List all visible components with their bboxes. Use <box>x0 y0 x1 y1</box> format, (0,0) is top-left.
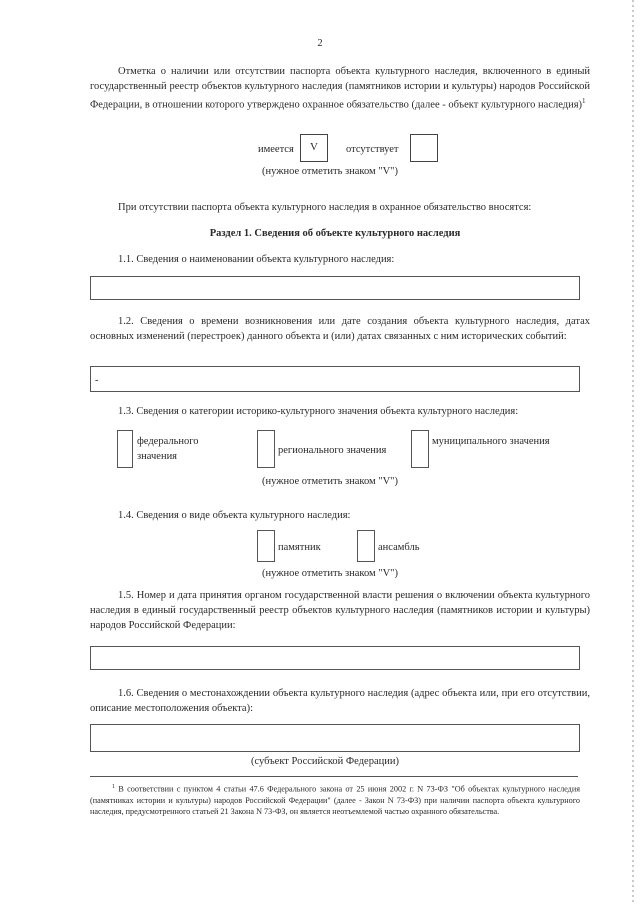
s1-3-label: 1.3. Сведения о категории историко-культурного значения объекта культурного наследия: <box>118 406 519 417</box>
s1-3-option-regional: регионального значения <box>278 445 387 456</box>
s1-4-hint: (нужное отметить знаком "V") <box>262 568 398 579</box>
absence-note: При отсутствии паспорта объекта культурного наследия в охранное обязательство вносятся: <box>118 202 532 213</box>
s1-4-option-monument: памятник <box>278 542 321 553</box>
s1-1-label: 1.1. Сведения о наименовании объекта культурного наследия: <box>118 254 395 265</box>
subject-caption: (субъект Российской Федерации) <box>251 756 399 767</box>
s1-2-field[interactable] <box>90 366 580 392</box>
passport-hint: (нужное отметить знаком "V") <box>262 166 398 177</box>
footnote-ref: 1 <box>582 97 586 105</box>
s1-6-label: 1.6. Сведения о местонахождении объекта культурного наследия (адрес объекта или, при его отсутствии, описание местоположения объекта): <box>90 688 590 714</box>
s1-2-label: 1.2. Сведения о времени возникновения или дате создания объекта культурного наследия, датах основных изменений (перестроек) данного объекта и (или) датах связанных с ним исторических событий: <box>90 316 590 342</box>
section-title: Раздел 1. Сведения об объекте культурного наследия <box>209 228 461 239</box>
s1-5-label: 1.5. Номер и дата принятия органом государственной власти решения о включении объекта культурного наследия в единый государственный реестр объектов культурного наследия (памятников истории и культуры) народов Российской Федерации: <box>90 590 590 631</box>
s1-3-hint: (нужное отметить знаком "V") <box>262 476 398 487</box>
footnote-text: В соответствии с пунктом 4 статьи 47.6 Федерального закона от 25 июня 2002 г. N 73-ФЗ "Об объектах культурного наследия (памятниках истории и культуры) народов Российской Федерации" (далее - Закон N 73-ФЗ) при наличии паспорта объекта культурного наследия, предусмотренного статьей 21 Закона N 73-ФЗ, он является неотъемлемой частью охранного обязательства. <box>90 784 580 816</box>
passport-has-label: имеется <box>258 144 294 155</box>
s1-3-option-municipal: муниципального значения <box>432 436 550 447</box>
passport-has-checkbox[interactable] <box>300 134 328 162</box>
footnote-divider <box>90 776 578 777</box>
s1-5-field[interactable] <box>90 646 580 670</box>
intro-text: Отметка о наличии или отсутствии паспорта объекта культурного наследия, включенного в единый государственный реестр объектов культурного наследия (памятников истории и культуры) народов Российской Федерации, в отношении которого утверждено охранное обязательство (далее - объект культурного наследия) <box>90 66 590 111</box>
s1-1-field[interactable] <box>90 276 580 300</box>
scan-edge <box>632 0 634 905</box>
page-number: 2 <box>317 38 323 49</box>
s1-4-checkbox-ensemble[interactable] <box>357 530 375 562</box>
s1-3-checkbox-federal[interactable] <box>117 430 133 468</box>
s1-4-checkbox-monument[interactable] <box>257 530 275 562</box>
s1-3-checkbox-municipal[interactable] <box>411 430 429 468</box>
s1-3-option-federal: федерального значения <box>137 436 199 462</box>
footnote-number: 1 <box>112 784 115 790</box>
s1-4-option-ensemble: ансамбль <box>378 542 420 553</box>
s1-2-value: - <box>95 375 99 386</box>
s1-3-checkbox-regional[interactable] <box>257 430 275 468</box>
passport-has-mark: V <box>310 141 318 153</box>
intro-paragraph <box>90 64 590 113</box>
s1-4-label: 1.4. Сведения о виде объекта культурного наследия: <box>118 510 351 521</box>
s1-6-field[interactable] <box>90 724 580 752</box>
footnote <box>90 782 580 817</box>
passport-absent-label: отсутствует <box>346 144 399 155</box>
passport-absent-checkbox[interactable] <box>410 134 438 162</box>
